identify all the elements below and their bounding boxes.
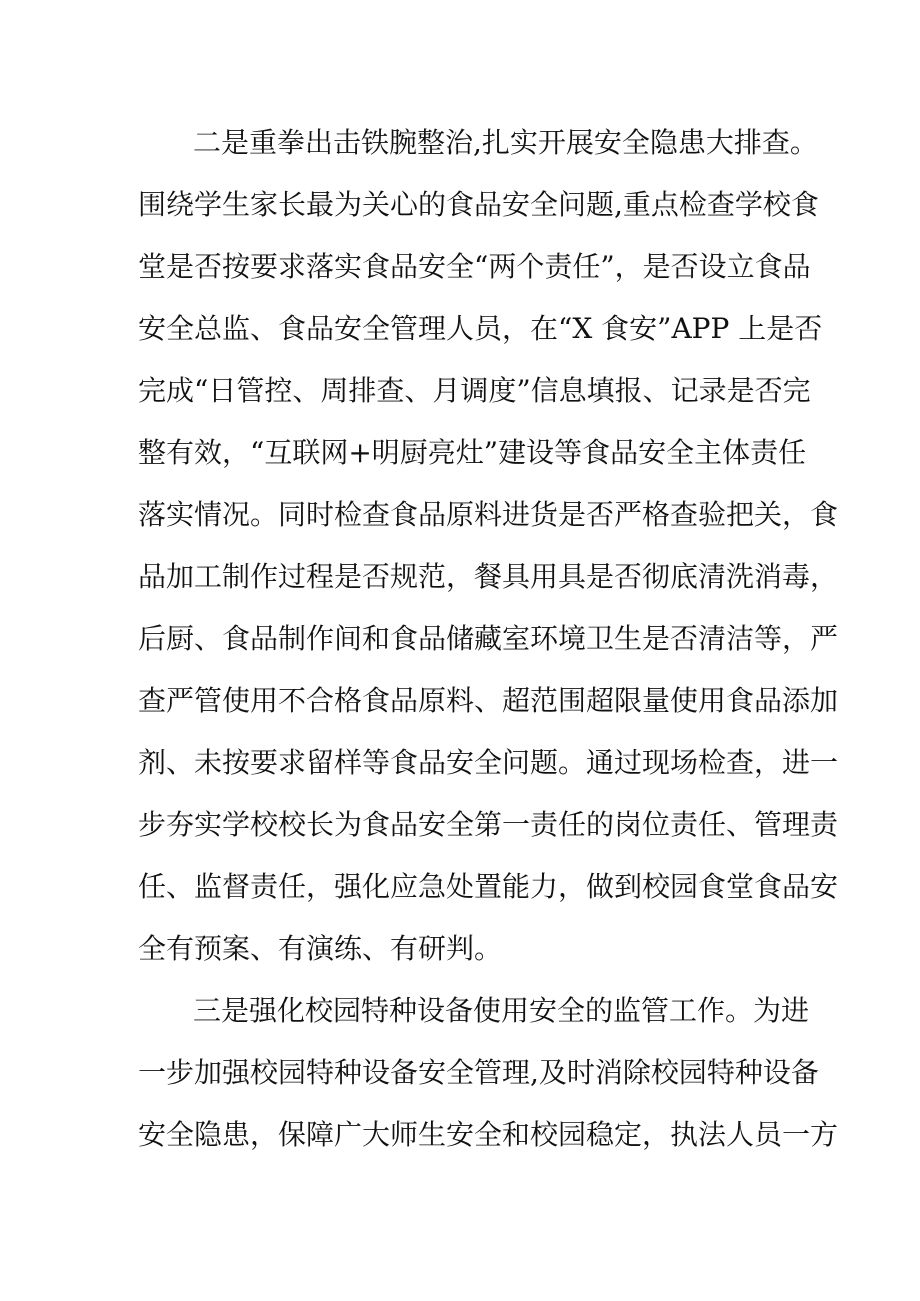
- paragraph-3-line-1: 三是强化校园特种设备使用安全的监管工作。为进: [193, 994, 810, 1027]
- paragraph-2-line-7: 落实情况。同时检查食品原料进货是否严格查验把关，食: [138, 498, 839, 531]
- paragraph-3-line-2: 一步加强校园特种设备安全管理,及时消除校园特种设备: [138, 1056, 819, 1089]
- paragraph-2-line-3: 堂是否按要求落实食品安全“两个责任”，是否设立食品: [138, 250, 811, 283]
- paragraph-2-line-2: 围绕学生家长最为关心的食品安全问题,重点检查学校食: [138, 188, 819, 221]
- paragraph-2-line-14: 全有预案、有演练、有研判。: [138, 932, 503, 965]
- paragraph-2-line-9: 后厨、食品制作间和食品储藏室环境卫生是否清洁等，严: [138, 622, 839, 655]
- paragraph-2-line-8: 品加工制作过程是否规范，餐具用具是否彻底清洗消毒，: [138, 560, 839, 593]
- paragraph-2-line-13: 任、监督责任，强化应急处置能力，做到校园食堂食品安: [138, 870, 839, 903]
- paragraph-2-line-1: 二是重拳出击铁腕整治,扎实开展安全隐患大排查。: [193, 126, 818, 159]
- paragraph-2-line-11: 剂、未按要求留样等食品安全问题。通过现场检查，进一: [138, 746, 839, 779]
- paragraph-2-line-10: 查严管使用不合格食品原料、超范围超限量使用食品添加: [138, 684, 839, 717]
- paragraph-3-line-3: 安全隐患，保障广大师生安全和校园稳定，执法人员一方: [138, 1118, 839, 1151]
- paragraph-2-line-5: 完成“日管控、周排查、月调度”信息填报、记录是否完: [138, 374, 811, 407]
- paragraph-2-line-12: 步夯实学校校长为食品安全第一责任的岗位责任、管理责: [138, 808, 839, 841]
- paragraph-2-line-6: 整有效，“互联网+明厨亮灶”建设等食品安全主体责任: [138, 436, 807, 469]
- paragraph-2-line-4: 安全总监、食品安全管理人员，在“X 食安”APP 上是否: [138, 312, 823, 345]
